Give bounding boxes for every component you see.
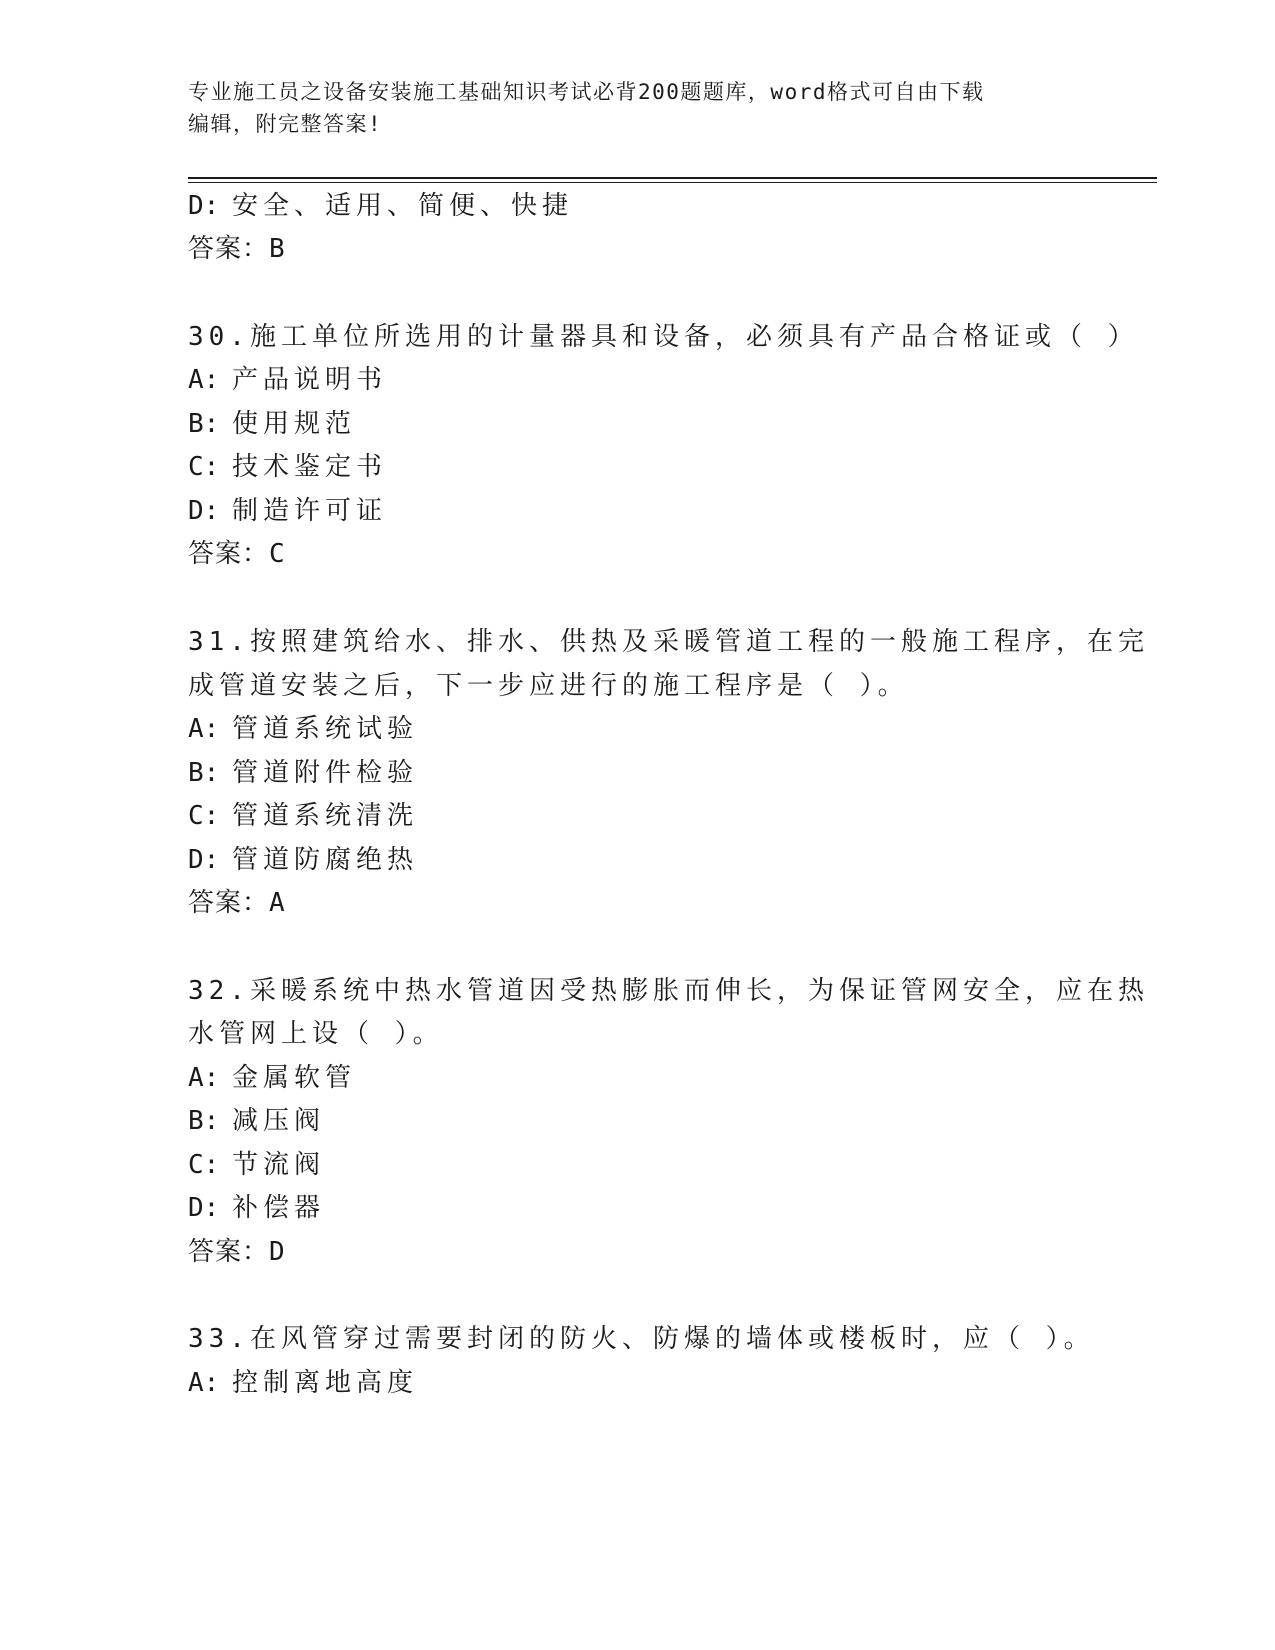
q31-option-d: [188, 843, 418, 877]
option-text: 补偿器: [232, 1193, 326, 1223]
option-text: 管道附件检验: [232, 758, 419, 788]
option-label: B:: [188, 409, 220, 439]
answer-prefix: 答案：: [188, 1237, 270, 1267]
q30-option-d: [188, 494, 387, 528]
q30-answer: [188, 537, 286, 571]
option-label: A:: [188, 1063, 220, 1093]
option-text: 管道系统清洗: [232, 801, 419, 831]
q31-option-b: [188, 756, 418, 790]
q32-stem-line-2: 水管网上设（ ）。: [188, 1019, 444, 1049]
answer-prefix: 答案：: [188, 888, 270, 918]
q30-option-a: [188, 363, 387, 397]
option-text: 管道防腐绝热: [232, 845, 419, 875]
answer-value: B: [269, 234, 286, 264]
option-text: 金属软管: [232, 1063, 357, 1093]
prev-answer: [188, 232, 286, 266]
q32-option-a: [188, 1061, 356, 1095]
q33-stem: 33.在风管穿过需要封闭的防火、防爆的墙体或楼板时，应（ ）。: [188, 1324, 1095, 1354]
q32-stem-line-1: 32.采暖系统中热水管道因受热膨胀而伸长，为保证管网安全，应在热: [188, 976, 1149, 1006]
option-text: 制造许可证: [232, 496, 388, 526]
answer-value: A: [269, 888, 286, 918]
option-text: 技术鉴定书: [232, 452, 388, 482]
header-divider-thick: [188, 177, 1157, 179]
q31-answer: [188, 886, 286, 920]
option-label: C:: [188, 1150, 220, 1180]
q32-answer: [188, 1235, 286, 1269]
q33-option-a: [188, 1366, 418, 1400]
option-label: A:: [188, 1368, 220, 1398]
option-label: A:: [188, 714, 220, 744]
option-text: 控制离地高度: [232, 1368, 419, 1398]
q30-option-b: [188, 407, 356, 441]
q32-option-d: [188, 1191, 325, 1225]
q31-stem-line-1: 31.按照建筑给水、排水、供热及采暖管道工程的一般施工程序，在完: [188, 627, 1149, 657]
header-divider-thin: [188, 182, 1157, 183]
answer-value: C: [269, 539, 286, 569]
option-label: D:: [188, 1193, 220, 1223]
option-text: 减压阀: [232, 1106, 326, 1136]
q32-option-b: [188, 1104, 325, 1138]
option-label: D:: [188, 191, 220, 221]
answer-prefix: 答案：: [188, 539, 270, 569]
option-text: 安全、适用、简便、快捷: [232, 191, 574, 221]
prev-option-d: [188, 189, 573, 223]
answer-prefix: 答案：: [188, 234, 270, 264]
document-header: [188, 76, 1088, 140]
option-text: 节流阀: [232, 1150, 326, 1180]
header-line-2: 编辑，附完整答案!: [188, 112, 383, 136]
option-label: D:: [188, 496, 220, 526]
q30-option-c: [188, 450, 387, 484]
option-label: C:: [188, 801, 220, 831]
option-label: A:: [188, 365, 220, 395]
q30-stem: 30.施工单位所选用的计量器具和设备，必须具有产品合格证或（ ）: [188, 322, 1139, 352]
option-text: 使用规范: [232, 409, 357, 439]
q31-option-a: [188, 712, 418, 746]
option-text: 产品说明书: [232, 365, 388, 395]
option-text: 管道系统试验: [232, 714, 419, 744]
option-label: B:: [188, 1106, 220, 1136]
header-line-1: 专业施工员之设备安装施工基础知识考试必背200题题库，word格式可自由下载: [188, 80, 985, 104]
q31-stem-line-2: 成管道安装之后，下一步应进行的施工程序是（ ）。: [188, 671, 909, 701]
q31-option-c: [188, 799, 418, 833]
option-label: B:: [188, 758, 220, 788]
option-label: C:: [188, 452, 220, 482]
option-label: D:: [188, 845, 220, 875]
q32-option-c: [188, 1148, 325, 1182]
answer-value: D: [269, 1237, 286, 1267]
